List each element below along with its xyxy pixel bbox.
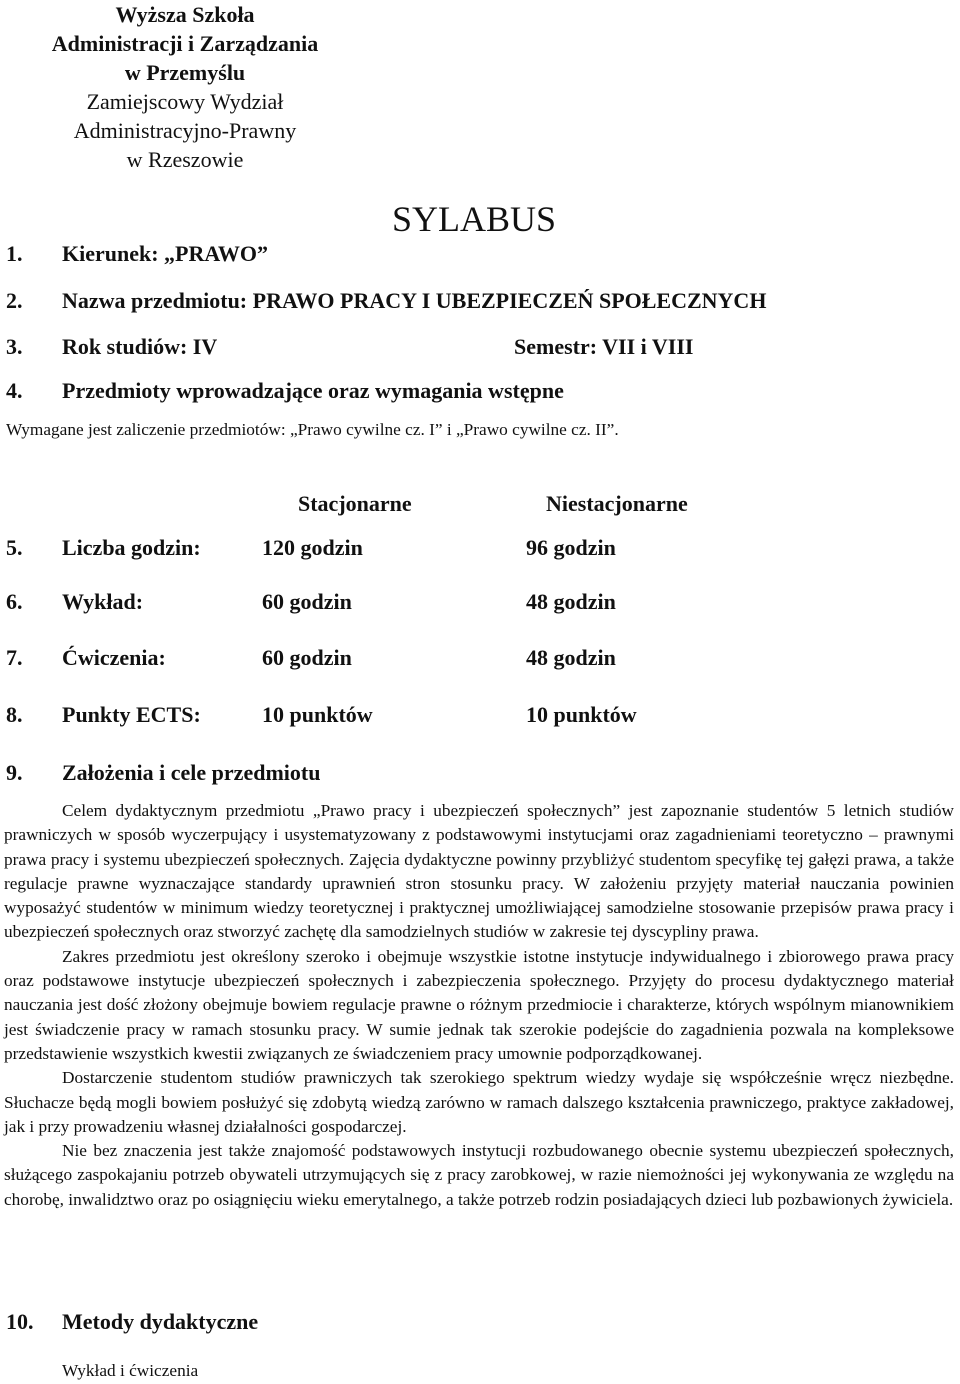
row-niestac: 10 punktów <box>526 702 637 727</box>
row-number: 6. <box>6 589 23 614</box>
item-year: Rok studiów: IV <box>62 334 218 359</box>
header-line: w Rzeszowie <box>126 147 244 172</box>
row-label: Liczba godzin: <box>62 535 201 560</box>
item-number: 1. <box>6 241 23 266</box>
item-number: 4. <box>6 378 23 403</box>
paragraph: Celem dydaktycznym przedmiotu „Prawo pracy i ubezpieczeń społecznych” jest zapoznanie studentów 5 letnich studiów prawniczych w sposób wyczerpujący i usystematyzowany z podstawowymi instytucjami oraz zagadnieniami teoretyczno – prawnymi prawa pracy i systemu ubezpieczeń społecznych. Zajęcia dydaktyczne powinny przybliżyć studentom specyfikę tej gałęzi prawa, a także regulacje prawne wyznaczające standardy uprawnień stron stosunku pracy. W założeniu przyjęty materiał nauczania powinien wyposażyć studentów w minimum wiedzy teoretycznej i praktycznej umożliwiającej samodzielne stosowanie przepisów prawa pracy i ubezpieczeń społecznych oraz stworzyć zachętę dla samodzielnych studiów w zakresie tej dyscypliny prawa. <box>4 801 954 942</box>
header-line: w Przemyślu <box>124 60 246 85</box>
row-stac: 10 punktów <box>262 702 373 727</box>
item-subject-name: Nazwa przedmiotu: PRAWO PRACY I UBEZPIECZEŃ SPOŁECZNYCH <box>62 288 767 313</box>
paragraph: Nie bez znaczenia jest także znajomość podstawowych instytucji rozbudowanego obecnie systemu ubezpieczeń społecznych, służącego zaspokajaniu potrzeb obywateli utrzymujących się z pracy zarobkowej, w razie niemożności jej wykonywania ze względu na chorobę, inwalidztwo oraz po osiągnięciu wieku emerytalnego, a także potrzeb rodzin posiadających dzieci lub pozbawionych żywiciela. <box>4 1141 954 1209</box>
section-heading: Założenia i cele przedmiotu <box>62 760 321 785</box>
section-number: 9. <box>6 760 23 785</box>
prerequisites-detail: Wymagane jest zaliczenie przedmiotów: „Prawo cywilne cz. I” i „Prawo cywilne cz. II”. <box>6 420 619 439</box>
section-heading: Metody dydaktyczne <box>62 1309 259 1334</box>
page-title: SYLABUS <box>392 199 557 239</box>
header-line: Administracji i Zarządzania <box>51 31 319 56</box>
header-line: Wyższa Szkoła <box>115 2 255 27</box>
row-number: 5. <box>6 535 23 560</box>
paragraph: Zakres przedmiotu jest określony szeroko i obejmuje wszystkie istotne instytucje indywidualnego i zbiorowego prawa pracy oraz podstawowe instytucje ubezpieczeń społecznych i zabezpieczenia społecznego. Przyjęty do procesu dydaktycznego materiał nauczania jest dość złożony obejmuje bowiem regulacje prawne o różnym przedmiocie i charakterze, których wspólnym mianownikiem jest świadczenie pracy w ramach stosunku pracy. W sumie jednak tak szerokie podejście do zagadnienia pozwala na kompleksowe przedstawienie wszystkich kwestii związanych ze świadczeniem pracy umownie podporządkowanej. <box>4 946 954 1063</box>
methods-text: Wykład i ćwiczenia <box>62 1361 199 1380</box>
item-number: 3. <box>6 334 23 359</box>
row-stac: 60 godzin <box>262 645 352 670</box>
row-stac: 120 godzin <box>262 535 363 560</box>
row-label: Wykład: <box>62 589 144 614</box>
row-number: 7. <box>6 645 23 670</box>
row-niestac: 96 godzin <box>526 535 616 560</box>
paragraph: Dostarczenie studentom studiów prawniczych tak szerokiego spektrum wiedzy wydaje się współcześnie wręcz niezbędne. Słuchacze będą mogli bowiem posłużyć się zdobytą wiedzą zarówno w ramach dalszego kształcenia prawniczego, praktyce zakładowej, jak i przy prowadzeniu własnej działalności gospodarczej. <box>4 1068 954 1136</box>
institution-header <box>0 0 370 174</box>
header-line: Zamiejscowy Wydział <box>86 89 284 114</box>
item-semester: Semestr: VII i VIII <box>514 334 694 359</box>
header-line: Administracyjno-Prawny <box>73 118 297 143</box>
column-header-stacjonarne: Stacjonarne <box>298 491 412 516</box>
item-number: 2. <box>6 288 23 313</box>
row-label: Punkty ECTS: <box>62 702 201 727</box>
column-header-niestacjonarne: Niestacjonarne <box>546 491 688 516</box>
item-prerequisites: Przedmioty wprowadzające oraz wymagania wstępne <box>62 378 564 403</box>
section-number: 10. <box>6 1309 34 1334</box>
row-niestac: 48 godzin <box>526 645 616 670</box>
item-kierunek: Kierunek: „PRAWO” <box>62 241 268 266</box>
row-number: 8. <box>6 702 23 727</box>
section-body <box>4 799 954 1212</box>
row-label: Ćwiczenia: <box>62 645 166 670</box>
row-niestac: 48 godzin <box>526 589 616 614</box>
row-stac: 60 godzin <box>262 589 352 614</box>
